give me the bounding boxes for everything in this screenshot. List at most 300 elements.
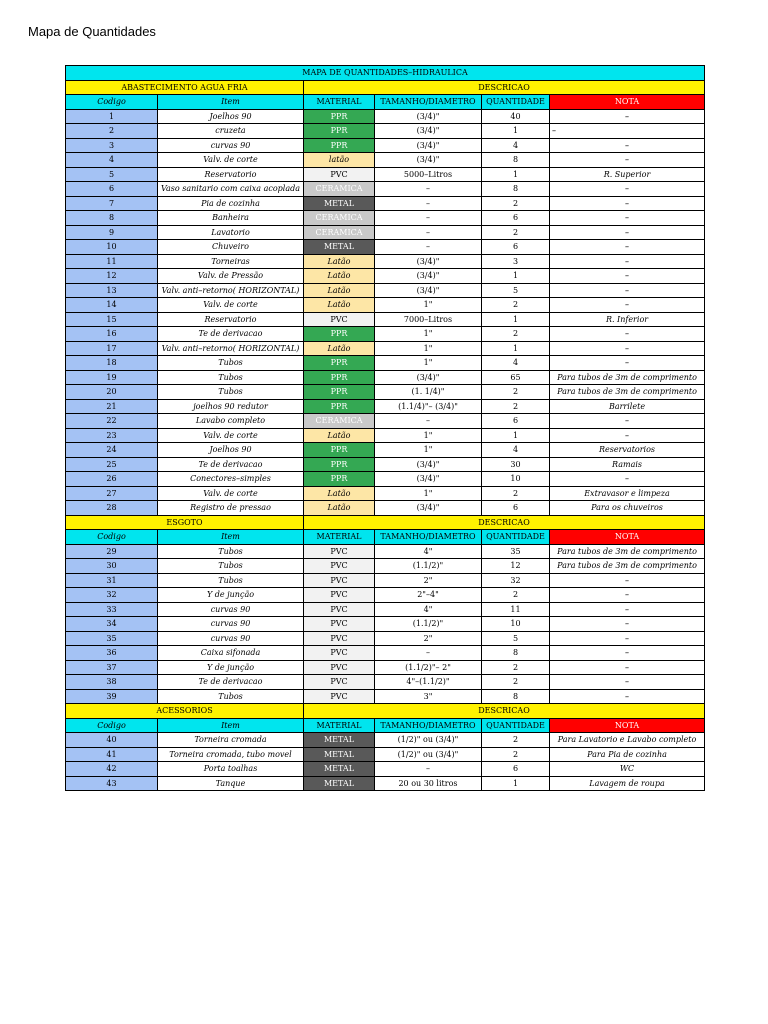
cell-item: curvas 90 — [158, 631, 304, 646]
cell-codigo: 41 — [66, 747, 158, 762]
cell-material: Latão — [304, 298, 375, 313]
cell-codigo: 42 — [66, 762, 158, 777]
cell-nota: Reservatorios — [550, 443, 705, 458]
cell-item: Te de derivacao — [158, 327, 304, 342]
table-row — [66, 225, 705, 240]
cell-item: Torneiras — [158, 254, 304, 269]
cell-codigo: 39 — [66, 689, 158, 704]
cell-material: Latão — [304, 501, 375, 516]
cell-material: CERAMICA — [304, 414, 375, 429]
cell-codigo: 40 — [66, 733, 158, 748]
table-row — [66, 414, 705, 429]
cell-tamanho: 4"–(1.1/2)" — [375, 675, 482, 690]
cell-quantidade: 6 — [482, 211, 550, 226]
table-row — [66, 646, 705, 661]
cell-item: Tubos — [158, 573, 304, 588]
cell-material: METAL — [304, 240, 375, 255]
cell-codigo: 32 — [66, 588, 158, 603]
table-row — [66, 588, 705, 603]
cell-codigo: 8 — [66, 211, 158, 226]
cell-codigo: 9 — [66, 225, 158, 240]
cell-quantidade: 40 — [482, 109, 550, 124]
cell-material: CERAMICA — [304, 225, 375, 240]
cell-material: PVC — [304, 544, 375, 559]
cell-quantidade: 5 — [482, 283, 550, 298]
cell-tamanho: – — [375, 196, 482, 211]
cell-tamanho: 1" — [375, 486, 482, 501]
cell-item: Banheira — [158, 211, 304, 226]
cell-codigo: 5 — [66, 167, 158, 182]
cell-quantidade: 30 — [482, 457, 550, 472]
cell-material: CERAMICA — [304, 182, 375, 197]
cell-quantidade: 32 — [482, 573, 550, 588]
cell-nota: – — [550, 182, 705, 197]
table-main-header: MAPA DE QUANTIDADES–HIDRAULICA — [66, 66, 705, 81]
cell-nota: Para Pia de cozinha — [550, 747, 705, 762]
cell-tamanho: (1.1/2)" — [375, 559, 482, 574]
cell-tamanho: (3/4)" — [375, 370, 482, 385]
table-row — [66, 747, 705, 762]
cell-tamanho: – — [375, 414, 482, 429]
table-row — [66, 428, 705, 443]
section-descricao: DESCRICAO — [304, 704, 705, 719]
cell-codigo: 18 — [66, 356, 158, 371]
cell-nota: – — [550, 588, 705, 603]
cell-material: PVC — [304, 602, 375, 617]
cell-tamanho: 4" — [375, 544, 482, 559]
cell-material: PPR — [304, 399, 375, 414]
cell-quantidade: 2 — [482, 225, 550, 240]
cell-quantidade: 2 — [482, 298, 550, 313]
cell-tamanho: (1.1/4)"– (3/4)" — [375, 399, 482, 414]
cell-nota: – — [550, 109, 705, 124]
table-row — [66, 312, 705, 327]
cell-nota: Para tubos de 3m de comprimento — [550, 385, 705, 400]
cell-item: Tubos — [158, 370, 304, 385]
cell-nota: – — [550, 646, 705, 661]
section-descricao: DESCRICAO — [304, 80, 705, 95]
cell-codigo: 37 — [66, 660, 158, 675]
cell-material: METAL — [304, 762, 375, 777]
cell-item: Pia de cozinha — [158, 196, 304, 211]
cell-nota: – — [550, 341, 705, 356]
cell-item: Joelhos 90 — [158, 443, 304, 458]
cell-nota: – — [550, 327, 705, 342]
table-row — [66, 370, 705, 385]
cell-item: Y de junção — [158, 660, 304, 675]
cell-item: Te de derivacao — [158, 675, 304, 690]
cell-nota: – — [550, 211, 705, 226]
cell-quantidade: 8 — [482, 182, 550, 197]
cell-quantidade: 2 — [482, 196, 550, 211]
cell-nota: – — [550, 428, 705, 443]
cell-nota: – — [550, 573, 705, 588]
cell-quantidade: 2 — [482, 675, 550, 690]
cell-nota: R. Inferior — [550, 312, 705, 327]
cell-nota: WC — [550, 762, 705, 777]
cell-nota: Barrilete — [550, 399, 705, 414]
cell-codigo: 26 — [66, 472, 158, 487]
cell-tamanho: – — [375, 182, 482, 197]
cell-quantidade: 2 — [482, 588, 550, 603]
cell-nota: R. Superior — [550, 167, 705, 182]
cell-item: Joelhos 90 — [158, 109, 304, 124]
section-title: ESGOTO — [66, 515, 304, 530]
col-header-tamanho: TAMANHO/DIAMETRO — [375, 95, 482, 110]
table-row — [66, 211, 705, 226]
cell-item: Reservatorio — [158, 312, 304, 327]
cell-nota: – — [550, 631, 705, 646]
cell-quantidade: 12 — [482, 559, 550, 574]
cell-nota: – — [550, 124, 705, 139]
cell-quantidade: 2 — [482, 486, 550, 501]
cell-quantidade: 1 — [482, 124, 550, 139]
cell-tamanho: (3/4)" — [375, 457, 482, 472]
cell-codigo: 17 — [66, 341, 158, 356]
cell-material: PVC — [304, 689, 375, 704]
cell-tamanho: (3/4)" — [375, 501, 482, 516]
cell-material: PVC — [304, 573, 375, 588]
cell-codigo: 1 — [66, 109, 158, 124]
cell-tamanho: 1" — [375, 428, 482, 443]
cell-material: PPR — [304, 138, 375, 153]
cell-codigo: 27 — [66, 486, 158, 501]
cell-item: curvas 90 — [158, 602, 304, 617]
cell-tamanho: (3/4)" — [375, 472, 482, 487]
cell-tamanho: – — [375, 211, 482, 226]
cell-material: PPR — [304, 457, 375, 472]
cell-quantidade: 1 — [482, 312, 550, 327]
cell-item: Valv. anti–retorno( HORIZONTAL) — [158, 283, 304, 298]
cell-tamanho: (3/4)" — [375, 283, 482, 298]
cell-tamanho: – — [375, 240, 482, 255]
cell-tamanho: (1/2)" ou (3/4)" — [375, 733, 482, 748]
table-row — [66, 124, 705, 139]
col-header-material: MATERIAL — [304, 718, 375, 733]
table-row — [66, 138, 705, 153]
cell-material: PVC — [304, 631, 375, 646]
cell-codigo: 11 — [66, 254, 158, 269]
cell-item: Valv. anti–retorno( HORIZONTAL) — [158, 341, 304, 356]
cell-material: PVC — [304, 617, 375, 632]
cell-tamanho: 5000–Litros — [375, 167, 482, 182]
table-row — [66, 254, 705, 269]
table-row — [66, 109, 705, 124]
cell-quantidade: 8 — [482, 689, 550, 704]
cell-nota: – — [550, 240, 705, 255]
cell-nota: Para os chuveiros — [550, 501, 705, 516]
col-header-quantidade: QUANTIDADE — [482, 718, 550, 733]
cell-codigo: 24 — [66, 443, 158, 458]
cell-item: Tubos — [158, 356, 304, 371]
cell-nota: – — [550, 689, 705, 704]
cell-quantidade: 6 — [482, 501, 550, 516]
col-header-item: Item — [158, 530, 304, 545]
cell-tamanho: (1. 1/4)" — [375, 385, 482, 400]
cell-codigo: 4 — [66, 153, 158, 168]
cell-item: Torneira cromada, tubo movel — [158, 747, 304, 762]
cell-quantidade: 2 — [482, 733, 550, 748]
col-header-tamanho: TAMANHO/DIAMETRO — [375, 718, 482, 733]
col-header-nota: NOTA — [550, 718, 705, 733]
cell-nota: – — [550, 602, 705, 617]
cell-quantidade: 2 — [482, 385, 550, 400]
cell-nota: – — [550, 254, 705, 269]
cell-nota: Ramais — [550, 457, 705, 472]
cell-material: PVC — [304, 312, 375, 327]
cell-quantidade: 4 — [482, 443, 550, 458]
cell-tamanho: 1" — [375, 327, 482, 342]
column-header-row — [66, 530, 705, 545]
cell-tamanho: (1/2)" ou (3/4)" — [375, 747, 482, 762]
cell-quantidade: 1 — [482, 428, 550, 443]
cell-quantidade: 1 — [482, 776, 550, 791]
cell-item: Y de junção — [158, 588, 304, 603]
cell-item: Torneira cromada — [158, 733, 304, 748]
cell-quantidade: 4 — [482, 356, 550, 371]
cell-material: Latão — [304, 254, 375, 269]
table-row — [66, 631, 705, 646]
cell-item: Vaso sanitario com caixa acoplada — [158, 182, 304, 197]
cell-codigo: 23 — [66, 428, 158, 443]
cell-tamanho: (3/4)" — [375, 109, 482, 124]
cell-item: joelhos 90 redutor — [158, 399, 304, 414]
col-header-codigo: Codigo — [66, 95, 158, 110]
cell-tamanho: (1.1/2)"– 2" — [375, 660, 482, 675]
cell-item: Caixa sifonada — [158, 646, 304, 661]
cell-item: Tubos — [158, 544, 304, 559]
table-row — [66, 443, 705, 458]
cell-item: Tanque — [158, 776, 304, 791]
cell-codigo: 2 — [66, 124, 158, 139]
table-row — [66, 486, 705, 501]
col-header-codigo: Codigo — [66, 718, 158, 733]
cell-material: PPR — [304, 109, 375, 124]
table-row — [66, 762, 705, 777]
table-row — [66, 167, 705, 182]
section-header-row — [66, 515, 705, 530]
cell-nota: Lavagem de roupa — [550, 776, 705, 791]
cell-item: curvas 90 — [158, 138, 304, 153]
cell-codigo: 21 — [66, 399, 158, 414]
cell-codigo: 12 — [66, 269, 158, 284]
cell-nota: – — [550, 138, 705, 153]
table-row — [66, 544, 705, 559]
table-row — [66, 573, 705, 588]
cell-codigo: 33 — [66, 602, 158, 617]
cell-material: Latão — [304, 269, 375, 284]
cell-codigo: 3 — [66, 138, 158, 153]
cell-nota: – — [550, 675, 705, 690]
cell-nota: – — [550, 196, 705, 211]
cell-item: Valv. de corte — [158, 298, 304, 313]
cell-quantidade: 8 — [482, 153, 550, 168]
cell-item: Reservatorio — [158, 167, 304, 182]
cell-nota: Para tubos de 3m de comprimento — [550, 370, 705, 385]
cell-material: PPR — [304, 385, 375, 400]
cell-codigo: 19 — [66, 370, 158, 385]
table-row — [66, 356, 705, 371]
cell-material: METAL — [304, 196, 375, 211]
table-row — [66, 182, 705, 197]
section-title: ACESSORIOS — [66, 704, 304, 719]
cell-item: Conectores–simples — [158, 472, 304, 487]
cell-quantidade: 5 — [482, 631, 550, 646]
cell-item: cruzeta — [158, 124, 304, 139]
cell-material: PPR — [304, 327, 375, 342]
table-row — [66, 385, 705, 400]
cell-quantidade: 65 — [482, 370, 550, 385]
cell-tamanho: 1" — [375, 341, 482, 356]
cell-tamanho: (3/4)" — [375, 269, 482, 284]
cell-tamanho: (3/4)" — [375, 124, 482, 139]
table-row — [66, 602, 705, 617]
column-header-row — [66, 95, 705, 110]
cell-codigo: 13 — [66, 283, 158, 298]
cell-item: Valv. de corte — [158, 153, 304, 168]
table-main-header-row — [66, 66, 705, 81]
cell-tamanho: 20 ou 30 litros — [375, 776, 482, 791]
table-row — [66, 196, 705, 211]
cell-item: Tubos — [158, 689, 304, 704]
cell-quantidade: 2 — [482, 399, 550, 414]
cell-tamanho: (3/4)" — [375, 254, 482, 269]
cell-material: PVC — [304, 646, 375, 661]
cell-material: METAL — [304, 747, 375, 762]
cell-nota: – — [550, 660, 705, 675]
cell-quantidade: 2 — [482, 660, 550, 675]
cell-item: Tubos — [158, 559, 304, 574]
table-row — [66, 327, 705, 342]
cell-material: PVC — [304, 588, 375, 603]
column-header-row — [66, 718, 705, 733]
cell-tamanho: 7000–Litros — [375, 312, 482, 327]
cell-codigo: 22 — [66, 414, 158, 429]
cell-item: Valv. de corte — [158, 486, 304, 501]
col-header-codigo: Codigo — [66, 530, 158, 545]
table-row — [66, 457, 705, 472]
cell-tamanho: (3/4)" — [375, 138, 482, 153]
cell-nota: – — [550, 283, 705, 298]
cell-nota: Para tubos de 3m de comprimento — [550, 559, 705, 574]
cell-codigo: 29 — [66, 544, 158, 559]
cell-quantidade: 2 — [482, 327, 550, 342]
cell-tamanho: – — [375, 646, 482, 661]
cell-codigo: 30 — [66, 559, 158, 574]
cell-material: PPR — [304, 124, 375, 139]
cell-nota: – — [550, 225, 705, 240]
cell-material: PPR — [304, 472, 375, 487]
section-descricao: DESCRICAO — [304, 515, 705, 530]
cell-tamanho: – — [375, 225, 482, 240]
section-header-row — [66, 704, 705, 719]
cell-item: Te de derivacao — [158, 457, 304, 472]
cell-material: PVC — [304, 559, 375, 574]
cell-codigo: 36 — [66, 646, 158, 661]
cell-tamanho: 2"–4" — [375, 588, 482, 603]
cell-tamanho: 1" — [375, 443, 482, 458]
cell-material: PVC — [304, 660, 375, 675]
table-row — [66, 153, 705, 168]
cell-quantidade: 10 — [482, 617, 550, 632]
table-row — [66, 399, 705, 414]
col-header-quantidade: QUANTIDADE — [482, 530, 550, 545]
table-row — [66, 269, 705, 284]
cell-item: Lavabo completo — [158, 414, 304, 429]
cell-tamanho: 2" — [375, 573, 482, 588]
cell-quantidade: 1 — [482, 341, 550, 356]
cell-codigo: 28 — [66, 501, 158, 516]
cell-material: CERAMICA — [304, 211, 375, 226]
section-title: ABASTECIMENTO AGUA FRIA — [66, 80, 304, 95]
col-header-quantidade: QUANTIDADE — [482, 95, 550, 110]
cell-nota: Extravasor e limpeza — [550, 486, 705, 501]
cell-item: Tubos — [158, 385, 304, 400]
cell-quantidade: 1 — [482, 167, 550, 182]
cell-tamanho: 4" — [375, 602, 482, 617]
cell-material: PPR — [304, 356, 375, 371]
cell-quantidade: 3 — [482, 254, 550, 269]
cell-tamanho: 2" — [375, 631, 482, 646]
cell-codigo: 20 — [66, 385, 158, 400]
cell-quantidade: 4 — [482, 138, 550, 153]
table-row — [66, 501, 705, 516]
cell-material: METAL — [304, 733, 375, 748]
cell-nota: – — [550, 153, 705, 168]
cell-codigo: 31 — [66, 573, 158, 588]
col-header-item: Item — [158, 718, 304, 733]
cell-item: Lavatorio — [158, 225, 304, 240]
cell-quantidade: 11 — [482, 602, 550, 617]
cell-nota: – — [550, 472, 705, 487]
cell-material: PPR — [304, 443, 375, 458]
table-row — [66, 733, 705, 748]
cell-item: curvas 90 — [158, 617, 304, 632]
cell-material: latão — [304, 153, 375, 168]
cell-codigo: 25 — [66, 457, 158, 472]
cell-material: Latão — [304, 283, 375, 298]
cell-codigo: 14 — [66, 298, 158, 313]
table-row — [66, 776, 705, 791]
cell-item: Registro de pressao — [158, 501, 304, 516]
table-row — [66, 660, 705, 675]
col-header-tamanho: TAMANHO/DIAMETRO — [375, 530, 482, 545]
cell-material: Latão — [304, 341, 375, 356]
cell-material: Latão — [304, 428, 375, 443]
cell-codigo: 6 — [66, 182, 158, 197]
cell-quantidade: 6 — [482, 240, 550, 255]
col-header-material: MATERIAL — [304, 95, 375, 110]
cell-quantidade: 8 — [482, 646, 550, 661]
cell-quantidade: 10 — [482, 472, 550, 487]
cell-material: METAL — [304, 776, 375, 791]
cell-quantidade: 6 — [482, 414, 550, 429]
table-row — [66, 472, 705, 487]
cell-nota: – — [550, 298, 705, 313]
cell-tamanho: – — [375, 762, 482, 777]
cell-nota: – — [550, 269, 705, 284]
cell-material: PPR — [304, 370, 375, 385]
table-row — [66, 341, 705, 356]
cell-quantidade: 2 — [482, 747, 550, 762]
cell-nota: – — [550, 617, 705, 632]
cell-item: Porta toalhas — [158, 762, 304, 777]
cell-codigo: 7 — [66, 196, 158, 211]
cell-material: PVC — [304, 167, 375, 182]
table-row — [66, 689, 705, 704]
cell-quantidade: 6 — [482, 762, 550, 777]
cell-nota: Para Lavatorio e Lavabo completo — [550, 733, 705, 748]
